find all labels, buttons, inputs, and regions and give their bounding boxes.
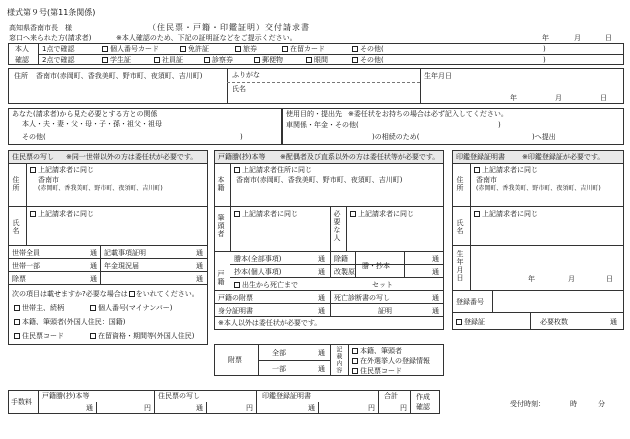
jumin-opt-householder[interactable]: 世帯主、続柄 [14, 304, 64, 312]
jumin-opt-mynumber[interactable]: 個人番号(マイナンバー) [90, 304, 172, 312]
koseki-fuhyo: 戸籍の附票 [218, 294, 253, 302]
koseki-honseki-label: 本籍 [217, 176, 226, 192]
jumin-question: 次の項目は載せますか?必要な場合は をいれてください。 [12, 290, 199, 298]
inkan-needed-count: 必要枚数 [540, 318, 568, 326]
birth-day: 日 [600, 94, 607, 102]
request-date-day: 日 [605, 34, 612, 42]
fuhyo-all: 全部 [272, 349, 286, 357]
inkan-name-label: 氏名 [456, 219, 465, 235]
inkan-address-label: 住所 [456, 176, 465, 192]
checkbox-icon[interactable] [14, 319, 20, 325]
koseki-row-tohon-unit: 通 [318, 255, 325, 263]
birth-month: 月 [555, 94, 562, 102]
fee-label: 手数料 [11, 398, 32, 406]
jumin-row-certificate-unit: 通 [196, 249, 203, 257]
document-title: （住民票・戸籍・印鑑証明）交付請求書 [148, 23, 310, 32]
identity-option-mail[interactable]: 郵便物 [254, 56, 283, 64]
checkbox-icon[interactable] [102, 46, 108, 52]
identity-label-1: 本人 [15, 45, 29, 53]
inkan-reg-card[interactable]: 登録証 [456, 318, 485, 326]
purpose-line2-end: )へ提出 [532, 133, 556, 141]
checkbox-icon[interactable] [14, 305, 20, 311]
jumin-address-label: 住所 [12, 176, 21, 192]
identity-option-other-2[interactable]: その他( [352, 56, 384, 64]
fee-jumin-count-unit: 通 [196, 404, 203, 412]
checkbox-icon[interactable] [352, 358, 358, 364]
jumin-opt-resident-code[interactable]: 住民票コード [14, 332, 64, 340]
jumin-name-same[interactable]: 上記請求者に同じ [30, 210, 94, 218]
jumin-row-removed-unit: 通 [90, 275, 97, 283]
checkbox-icon[interactable] [30, 167, 36, 173]
inkan-birth-month: 月 [568, 275, 575, 283]
inkan-city-name: 香南市 [476, 176, 497, 184]
fee-koseki: 戸籍謄(抄)本等 [42, 392, 90, 400]
checkbox-icon[interactable] [102, 57, 108, 63]
koseki-title: 戸籍謄(抄)本等 [218, 153, 266, 161]
checkbox-icon [129, 291, 135, 297]
reception-minute: 分 [598, 400, 605, 408]
koseki-hittousha-label: 筆頭者 [217, 214, 226, 238]
koseki-row-joseki: 除籍 [334, 255, 348, 263]
koseki-vertical-label: 戸籍 [217, 270, 226, 286]
visitor-note: ※本人確認のため、下記の証明証などをご提示ください。 [116, 34, 297, 42]
koseki-hittou-same[interactable]: 上記請求者に同じ [234, 210, 298, 218]
purpose-note: ※委任状をお持ちの場合は必ず記入してください。 [348, 110, 508, 118]
inkan-title: 印鑑登録証明書 [456, 153, 505, 161]
identity-option-other-1[interactable]: その他( [352, 45, 384, 53]
inkan-districts: (赤岡町、香我美町、野市町、夜須町、吉川町) [476, 185, 601, 192]
checkbox-icon[interactable] [235, 46, 241, 52]
inkan-name-same[interactable]: 上記請求者に同じ [474, 210, 538, 218]
jumin-row-pension: 年金現況届 [104, 262, 139, 270]
identity-row1-lead: 1点で確認 [42, 45, 75, 53]
birth-label: 生年月日 [424, 72, 452, 80]
fuhyo-part: 一部 [272, 365, 286, 373]
koseki-row-shohon-unit: 通 [318, 268, 325, 276]
kisai-honseki[interactable]: 本籍、筆頭者 [352, 347, 402, 355]
jumin-row-pension-unit: 通 [196, 262, 203, 270]
koseki-needed-same[interactable]: 上記請求者に同じ [350, 210, 414, 218]
relation-label: あなた(請求者)から見た必要とする方との関係 [12, 110, 158, 118]
inkan-birth-label: 生年月日 [456, 250, 465, 282]
jumin-row-household-part-unit: 通 [90, 262, 97, 270]
jumin-row-household-all: 世帯全員 [12, 249, 40, 257]
identity-option-student-id[interactable]: 学生証 [102, 56, 131, 64]
purpose-line1: 車関係・年金・その他( [286, 121, 359, 129]
relation-options: 本人・夫・妻・父・母・子・孫・祖父・祖母 [22, 120, 162, 128]
checkbox-icon[interactable] [254, 57, 260, 63]
checkbox-icon[interactable] [352, 46, 358, 52]
koseki-city-line: 香南市(赤岡町、香我美町、野市町、夜須町、吉川町) [236, 176, 403, 184]
jumin-row-removed: 除票 [12, 275, 26, 283]
inkan-birth-year: 年 [528, 275, 535, 283]
identity-option-glasses[interactable]: 眼間 [306, 56, 328, 64]
koseki-attach-note: ※本人以外は委任状が必要です。 [218, 319, 322, 327]
checkbox-icon[interactable] [474, 211, 480, 217]
purpose-line2-mid: )の相続のため( [372, 133, 420, 141]
fuhyo-all-unit: 通 [318, 349, 325, 357]
jumin-opt-residence-status[interactable]: 在留資格・期間等(外国人住民) [90, 332, 194, 340]
form-number: 様式第９号(第11条関係) [7, 8, 96, 17]
koseki-fuhyo-unit: 通 [318, 294, 325, 302]
koseki-row-tohon: 謄本(全部事項) [234, 255, 282, 263]
koseki-birth-to-death[interactable]: 出生から死亡まで [234, 281, 298, 289]
jumin-address-same[interactable]: 上記請求者に同じ [30, 166, 94, 174]
checkbox-icon[interactable] [180, 46, 186, 52]
jumin-row-certificate: 記載事項証明 [104, 249, 146, 257]
koseki-shindan-unit: 通 [432, 294, 439, 302]
checkbox-icon[interactable] [234, 211, 240, 217]
checkbox-icon[interactable] [352, 348, 358, 354]
fee-total-yen-unit: 円 [400, 404, 407, 412]
koseki-set-label: セット [372, 281, 393, 289]
koseki-mibun: 身分証明書 [218, 307, 253, 315]
fee-jumin-yen-unit: 円 [246, 404, 253, 412]
checkbox-icon[interactable] [204, 57, 210, 63]
koseki-shomei: 証明 [378, 307, 392, 315]
inkan-address-same[interactable]: 上記請求者に同じ [474, 166, 538, 174]
jumin-opt-honseki[interactable]: 本籍、筆頭者(外国人住民：国籍) [14, 318, 125, 326]
visitor-label: 窓口へ来られた方(請求者) [9, 34, 92, 42]
fee-confirmed: 確認 [416, 403, 430, 411]
fee-koseki-yen-unit: 円 [144, 404, 151, 412]
fee-jumin: 住民票の写し [158, 392, 200, 400]
purpose-line1-close: ) [498, 121, 501, 129]
jumin-row-household-part: 世帯一部 [12, 262, 40, 270]
jumin-row-household-all-unit: 通 [90, 249, 97, 257]
fuhyo-label: 附票 [228, 356, 242, 364]
purpose-label: 使用目的・提出先 [286, 110, 342, 118]
identity-option-employee-id[interactable]: 社員証 [154, 56, 183, 64]
birth-year: 年 [510, 94, 517, 102]
checkbox-icon[interactable] [90, 305, 96, 311]
jumin-city-name: 香南市 [38, 176, 59, 184]
koseki-note: ※配偶者及び直系以外の方は委任状等が必要です。 [280, 153, 440, 161]
koseki-row-shohon: 抄本(個人事項) [234, 268, 282, 276]
checkbox-icon[interactable] [350, 211, 356, 217]
checkbox-icon[interactable] [234, 282, 240, 288]
fee-inkan-yen-unit: 円 [368, 404, 375, 412]
fee-inkan: 印鑑登録証明書 [262, 392, 311, 400]
koseki-shomei-unit: 通 [432, 307, 439, 315]
jumin-row-blank-unit: 通 [196, 275, 203, 283]
kisai-overseas[interactable]: 在外選挙人の登録情報 [352, 357, 430, 365]
inkan-note: ※印鑑登録証が必要です。 [522, 153, 605, 161]
jumin-name-label: 氏名 [12, 219, 21, 235]
koseki-toho-unit-1: 通 [432, 255, 439, 263]
koseki-honseki-same[interactable]: 上記請求者住所に同じ [234, 166, 312, 174]
checkbox-icon[interactable] [30, 211, 36, 217]
checkbox-icon[interactable] [352, 368, 358, 374]
inkan-count-unit: 通 [610, 318, 617, 326]
address-city-line: 香南市(赤岡町、香我美町、野市町、夜須町、吉川町) [36, 72, 203, 80]
jumin-title: 住民票の写し [12, 153, 54, 161]
fee-koseki-count-unit: 通 [86, 404, 93, 412]
fee-total: 合計 [384, 392, 398, 400]
koseki-row-kaisei: 改製原 [334, 268, 355, 276]
kisai-resident-code[interactable]: 住民票コード [352, 367, 402, 375]
furigana-label: ふりがな [232, 71, 260, 79]
identity-option-passport[interactable]: 旅券 [235, 45, 257, 53]
checkbox-icon[interactable] [14, 333, 20, 339]
koseki-toho-label: 謄・抄本 [362, 262, 390, 270]
checkbox-icon[interactable] [456, 319, 462, 325]
request-date-month: 月 [574, 34, 581, 42]
name-label: 氏名 [232, 85, 246, 93]
reception-time-label: 受付時刻： [510, 400, 545, 408]
checkbox-icon[interactable] [352, 57, 358, 63]
identity-other-1-close: ) [543, 45, 546, 53]
checkbox-icon[interactable] [306, 57, 312, 63]
reception-hour: 時 [570, 400, 577, 408]
jumin-note: ※同一世帯以外の方は委任状が必要です。 [66, 153, 198, 161]
fuhyo-part-unit: 通 [318, 365, 325, 373]
relation-other: その他( [22, 133, 46, 141]
identity-row2-lead: 2点で確認 [42, 56, 75, 64]
checkbox-icon[interactable] [282, 46, 288, 52]
identity-option-mynumber[interactable]: 個人番号カード [102, 45, 159, 53]
koseki-toho-unit-2: 通 [432, 268, 439, 276]
koseki-mibun-unit: 通 [318, 307, 325, 315]
addressee: 高知県香南市長 様 [9, 24, 72, 32]
koseki-needed-label: 必要な人 [333, 210, 342, 242]
request-date-year: 年 [542, 34, 549, 42]
identity-other-2-close: ) [543, 56, 546, 64]
identity-row-1 [42, 45, 74, 53]
checkbox-icon[interactable] [234, 167, 240, 173]
identity-label-2: 確認 [15, 56, 29, 64]
identity-option-medical-card[interactable]: 診察券 [204, 56, 233, 64]
koseki-shindan: 死亡診断書の写し [334, 294, 390, 302]
jumin-districts: (赤岡町、香我美町、野市町、夜須町、吉川町) [38, 185, 163, 192]
kisai-label: 記載内容 [334, 346, 342, 374]
identity-option-license[interactable]: 免許証 [180, 45, 209, 53]
checkbox-icon[interactable] [154, 57, 160, 63]
checkbox-icon[interactable] [474, 167, 480, 173]
relation-other-close: ) [240, 133, 243, 141]
checkbox-icon[interactable] [90, 333, 96, 339]
fee-inkan-count-unit: 通 [308, 404, 315, 412]
fee-created: 作成 [416, 393, 430, 401]
identity-option-residence-card[interactable]: 在留カード [282, 45, 325, 53]
address-label: 住所 [14, 72, 28, 80]
inkan-birth-day: 日 [606, 275, 613, 283]
inkan-reg-no-label: 登録番号 [456, 298, 484, 306]
